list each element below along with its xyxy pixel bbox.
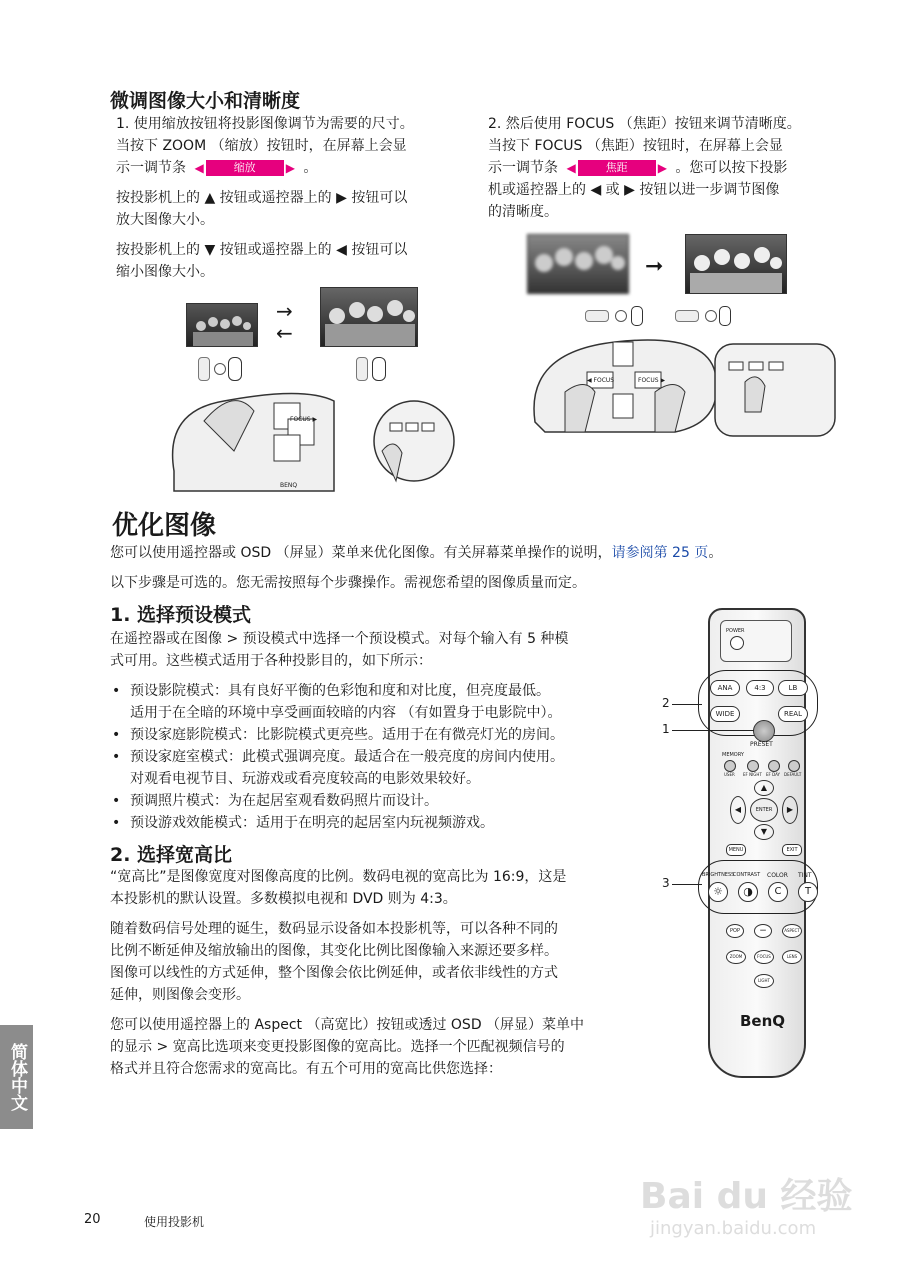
tint-button[interactable]: T bbox=[798, 882, 818, 902]
ana-button[interactable]: ANA bbox=[710, 680, 740, 696]
blurry-image-photo bbox=[527, 234, 629, 294]
optimize-note: 以下步骤是可选的。您无需按照每个步骤操作。需视您希望的图像质量而定。 bbox=[110, 575, 586, 591]
minus-key-icon bbox=[214, 363, 226, 375]
minus-button[interactable]: − bbox=[754, 924, 772, 938]
right-key-icon bbox=[719, 306, 731, 326]
aspect-desc: “宽高比”是图像宽度对图像高度的比例。数码电视的宽高比为 16:9，这是 本投影机的默认设置。多数模拟电视和 DVD 则为 4:3。 随着数码信号处理的诞生，数码显示设备如本投影机等，可以各种不同的 比例不断延伸及缩放输出的图像，其变化比例比图像输入来源还要多样。 图像可以线性的方式延伸，整个图像会依比例延伸，或者依非线性的方式 延伸，则图像会变形。 您可以使用遥控器上的 Aspect （高宽比）按钮或透过 OSD （屏显）菜单中 的显示 > 宽高比选项来变更投影图像的宽高比。选择一个匹配视频信号的 格式并且符合您需求的宽高比。有五个可用的宽高比供您选择： bbox=[110, 869, 585, 1077]
ef-night-button[interactable] bbox=[747, 760, 759, 772]
list-item: • 预调照片模式：为在起居室观看数码照片而设计。 bbox=[110, 790, 650, 812]
brightness-label: BRIGHTNESS bbox=[702, 872, 735, 878]
shrink-line: 缩小图像大小。 bbox=[116, 264, 214, 280]
zoom-instructions bbox=[116, 113, 476, 283]
focus-instructions bbox=[488, 113, 848, 223]
aspect-button[interactable]: ASPECT bbox=[782, 924, 802, 938]
right-key-icon bbox=[372, 357, 386, 381]
language-side-tab: 简体中文 bbox=[0, 1025, 33, 1129]
focus-adjust-bar bbox=[566, 157, 666, 179]
default-button[interactable] bbox=[788, 760, 800, 772]
zoom-step-line: 1. 使用缩放按钮将投影图像调节为需要的尺寸。 bbox=[116, 116, 414, 132]
list-item: • 预设影院模式：具有良好平衡的色彩饱和度和对比度，但亮度最低。 适用于在全暗的环境中享受画面较暗的内容 （有如置身于电影院中）。 bbox=[110, 680, 650, 724]
right-triangle-icon: ▶ bbox=[285, 161, 295, 175]
user-label: USER bbox=[724, 772, 735, 777]
fine-tune-heading: 微调图像大小和清晰度 bbox=[110, 90, 301, 112]
callout-1-line bbox=[672, 730, 754, 731]
left-triangle-icon: ◀ bbox=[566, 161, 576, 175]
color-button[interactable]: C bbox=[768, 882, 788, 902]
preset-list bbox=[110, 680, 650, 834]
focus-step-line: 当按下 FOCUS （焦距）按钮时，在屏幕上会显 bbox=[488, 138, 783, 154]
list-item: • 预设家庭室模式：此模式强调亮度。最适合在一般亮度的房间内使用。 对观看电视节目、玩游戏或看亮度较高的电影效果较好。 bbox=[110, 746, 650, 790]
sharp-image-photo bbox=[685, 234, 787, 294]
focus-step-line: 示一调节条 ◀ 焦距 ▶ 。您可以按下投影 bbox=[488, 157, 848, 179]
projector-panel-drawing bbox=[525, 332, 855, 442]
user-button[interactable] bbox=[724, 760, 736, 772]
enter-button[interactable]: ENTER bbox=[750, 798, 778, 822]
zoom-step-line: 示一调节条 ◀ 缩放 ▶ 。 bbox=[116, 157, 476, 179]
focus-step-line: 的清晰度。 bbox=[488, 204, 558, 220]
small-image-photo bbox=[186, 303, 258, 347]
focus-step-line: 机或遥控器上的 ◀ 或 ▶ 按钮以进一步调节图像 bbox=[488, 182, 780, 198]
left-arrow-button[interactable]: ◀ bbox=[730, 796, 746, 824]
zoom-adjust-bar bbox=[194, 157, 294, 179]
footer-title: 使用投影机 bbox=[144, 1215, 205, 1229]
callout-2-line bbox=[672, 704, 702, 705]
zoom-button[interactable]: ZOOM bbox=[726, 950, 746, 964]
ef-day-label: EF DAY bbox=[766, 772, 780, 777]
brightness-button[interactable]: ☼ bbox=[708, 882, 728, 902]
focus-illustration bbox=[525, 232, 855, 442]
ratio-4-3-button[interactable]: 4:3 bbox=[746, 680, 774, 696]
zoom-bar-label: 缩放 bbox=[206, 160, 284, 176]
left-arrow-icon: ← bbox=[276, 321, 293, 345]
right-arrow-icon: → bbox=[276, 299, 293, 323]
remote-illustration bbox=[650, 608, 850, 1078]
page-25-link[interactable]: 请参阅第 25 页 bbox=[611, 545, 709, 561]
callout-3-number: 3 bbox=[662, 876, 670, 890]
left-key-icon bbox=[228, 357, 242, 381]
up-arrow-button[interactable]: ▲ bbox=[754, 780, 774, 796]
benq-logo: BenQ bbox=[740, 1012, 786, 1030]
preset-title: 1. 选择预设模式 bbox=[110, 604, 252, 626]
ef-day-button[interactable] bbox=[768, 760, 780, 772]
focus-step-line: 2. 然后使用 FOCUS （焦距）按钮来调节清晰度。 bbox=[488, 116, 801, 132]
optimize-title: 优化图像 bbox=[112, 511, 217, 541]
list-item: • 预设游戏效能模式：适用于在明亮的起居室内玩视频游戏。 bbox=[110, 812, 650, 834]
menu-button[interactable]: MENU bbox=[726, 844, 746, 856]
right-triangle-icon: ▶ bbox=[657, 161, 667, 175]
real-button[interactable]: REAL bbox=[778, 706, 808, 722]
preset-desc: 在遥控器或在图像 > 预设模式中选择一个预设模式。对每个输入有 5 种模 式可用。这些模式适用于各种投影目的，如下所示： bbox=[110, 631, 569, 669]
left-key-icon bbox=[631, 306, 643, 326]
large-image-photo bbox=[320, 287, 418, 347]
zoom-illustration bbox=[160, 285, 490, 495]
baidu-watermark-logo: Bai du 经验 bbox=[640, 1176, 853, 1217]
callout-3-line bbox=[672, 884, 702, 885]
contrast-button[interactable]: ◑ bbox=[738, 882, 758, 902]
tint-label: TINT bbox=[798, 872, 812, 879]
focus-key-icon bbox=[675, 310, 699, 322]
callout-1-number: 1 bbox=[662, 722, 670, 736]
light-button[interactable]: LIGHT bbox=[754, 974, 774, 988]
zoom-key-icon bbox=[356, 357, 368, 381]
right-arrow-icon: ➞ bbox=[645, 254, 664, 279]
zoom-step-line: 当按下 ZOOM （缩放）按钮时，在屏幕上会显 bbox=[116, 138, 407, 154]
exit-button[interactable]: EXIT bbox=[782, 844, 802, 856]
minus-key-icon bbox=[615, 310, 627, 322]
shrink-line: 按投影机上的 ▼ 按钮或遥控器上的 ◀ 按钮可以 bbox=[116, 242, 408, 258]
ef-night-label: EF NIGHT bbox=[743, 772, 762, 777]
default-label: DEFAULT bbox=[784, 772, 802, 777]
brand-label: BENQ bbox=[280, 482, 298, 489]
focus-bar-label: 焦距 bbox=[578, 160, 656, 176]
color-label: COLOR bbox=[767, 872, 788, 879]
enlarge-line: 放大图像大小。 bbox=[116, 212, 214, 228]
power-label: POWER bbox=[726, 628, 745, 634]
power-button[interactable] bbox=[730, 636, 744, 650]
projector-panel-drawing bbox=[164, 381, 484, 493]
focus-button[interactable]: FOCUS bbox=[754, 950, 774, 964]
memory-label: MEMORY bbox=[722, 752, 744, 758]
enlarge-line: 按投影机上的 ▲ 按钮或遥控器上的 ▶ 按钮可以 bbox=[116, 190, 408, 206]
list-item: • 预设家庭影院模式：比影院模式更亮些。适用于在有微亮灯光的房间。 bbox=[110, 724, 650, 746]
baidu-watermark-url: jingyan.baidu.com bbox=[650, 1218, 817, 1239]
focus-key-icon bbox=[585, 310, 609, 322]
lens-button[interactable]: LENS bbox=[782, 950, 802, 964]
focus-key-label-left: ◀ FOCUS bbox=[587, 377, 615, 384]
contrast-label: CONTRAST bbox=[733, 872, 761, 878]
aspect-title: 2. 选择宽高比 bbox=[110, 844, 233, 866]
focus-key-label: FOCUS ▶ bbox=[290, 416, 318, 423]
right-arrow-button[interactable]: ▶ bbox=[782, 796, 798, 824]
down-arrow-button[interactable]: ▼ bbox=[754, 824, 774, 840]
focus-key-label-right: FOCUS ▶ bbox=[638, 377, 666, 384]
wide-button[interactable]: WIDE bbox=[710, 706, 740, 722]
left-triangle-icon: ◀ bbox=[194, 161, 204, 175]
minus-key-icon bbox=[705, 310, 717, 322]
preset-label: PRESET bbox=[750, 741, 773, 748]
preset-button[interactable] bbox=[753, 720, 775, 742]
page-number: 20 bbox=[84, 1212, 101, 1227]
lb-button[interactable]: LB bbox=[778, 680, 808, 696]
callout-2-number: 2 bbox=[662, 696, 670, 710]
zoom-key-icon bbox=[198, 357, 210, 381]
pop-button[interactable]: POP bbox=[726, 924, 744, 938]
optimize-intro: 您可以使用遥控器或 OSD （屏显）菜单来优化图像。有关屏幕菜单操作的说明，请参阅第 25 页。 bbox=[110, 545, 723, 561]
